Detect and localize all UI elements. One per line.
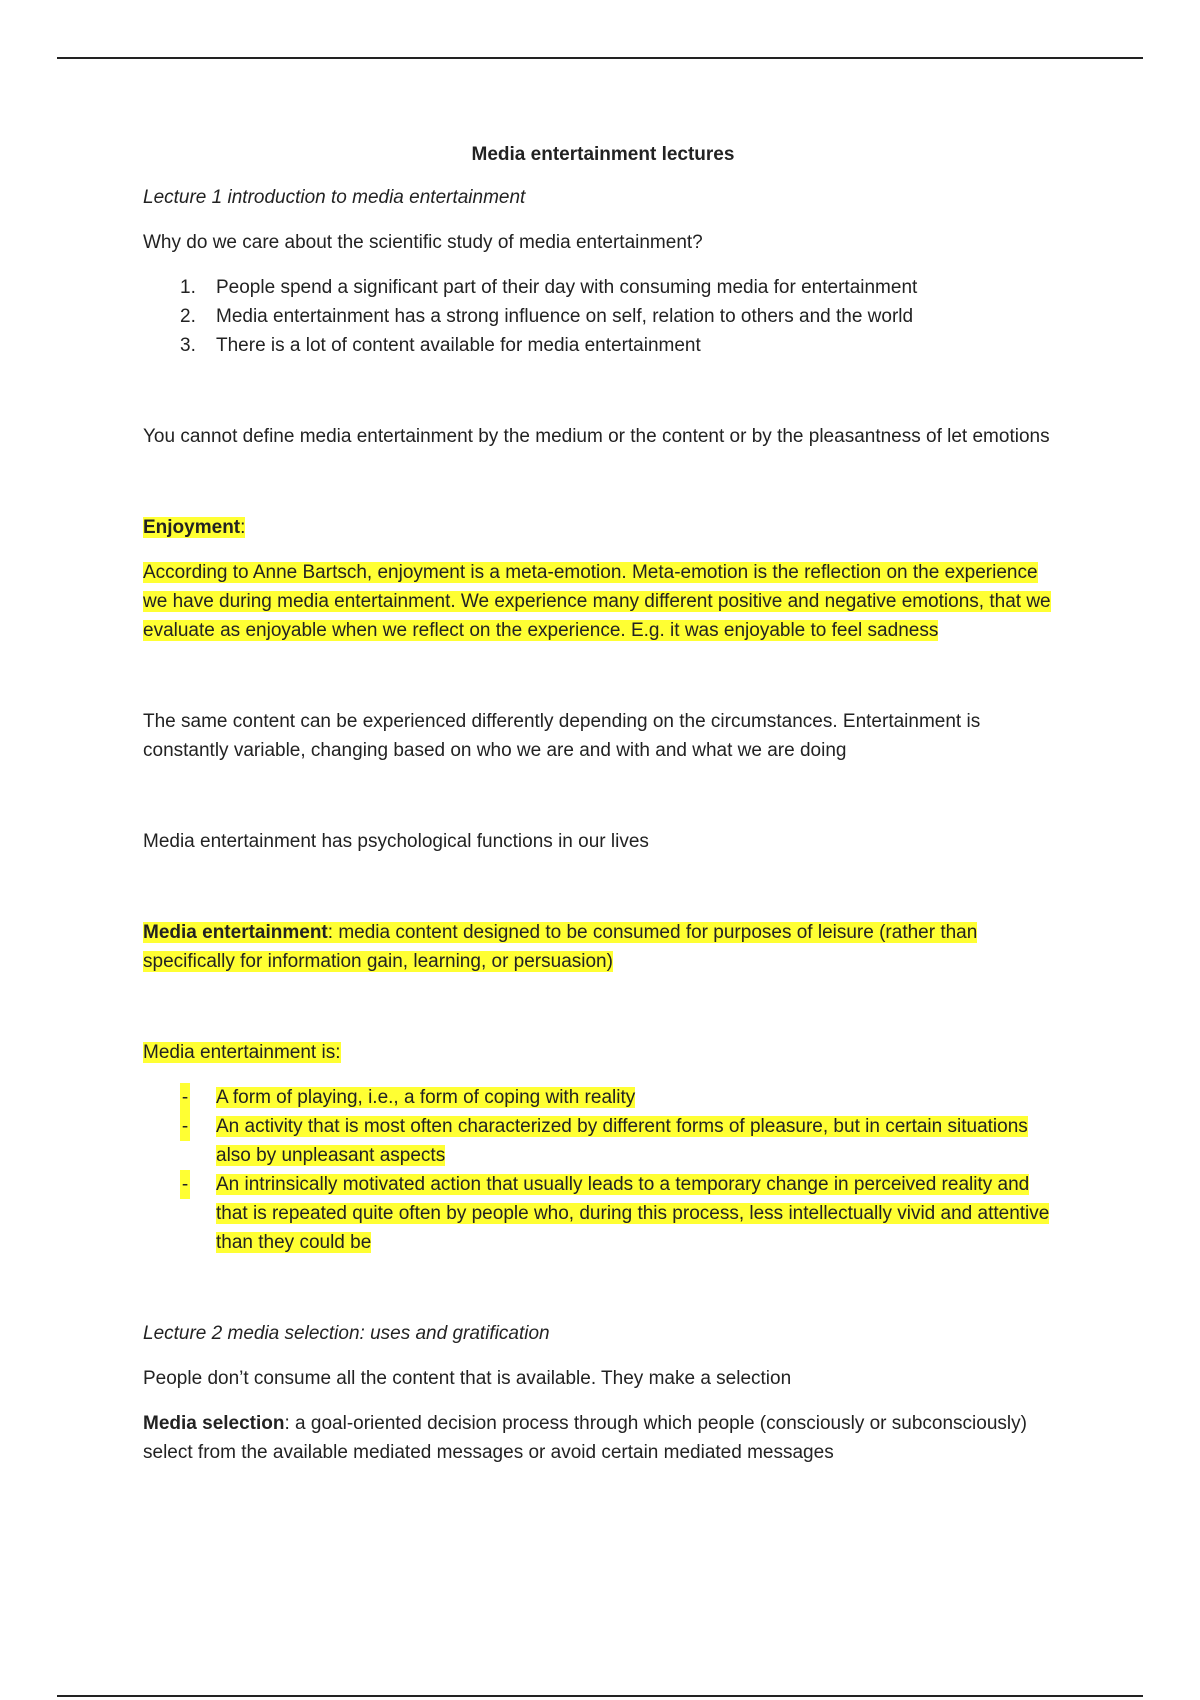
- list-text: People spend a significant part of their day with consuming media for entertainment: [216, 277, 918, 298]
- selection-intro: People don’t consume all the content that is available. They make a selection: [143, 1368, 792, 1389]
- media-entertainment-term: Media entertainment: [143, 922, 328, 943]
- media-selection-definition: [143, 1409, 1063, 1467]
- psych-functions-paragraph: Media entertainment has psychological functions in our lives: [143, 831, 649, 852]
- why-question: Why do we care about the scientific study of media entertainment?: [143, 232, 703, 253]
- enjoyment-heading: [143, 513, 1063, 542]
- list-text: An activity that is most often characterized by different forms of pleasure, but in certain situations also by unpleasant aspects: [216, 1116, 1028, 1166]
- enjoyment-text: According to Anne Bartsch, enjoyment is a meta-emotion. Meta-emotion is the reflection on the experience we have during media entertainment. We experience many different positive and negative emotions, that we evaluate as enjoyable when we reflect on the experience. E.g. it was enjoyable to feel sadness: [143, 562, 1051, 641]
- enjoyment-colon: :: [240, 517, 246, 538]
- list-item: [143, 331, 1063, 360]
- list-text: There is a lot of content available for media entertainment: [216, 335, 701, 356]
- list-item: [143, 302, 1063, 331]
- media-entertainment-def: : media content designed to be consumed for purposes of leisure (rather than specifically for information gain, learning, or persuasion): [143, 922, 978, 972]
- same-content-paragraph: The same content can be experienced differently depending on the circumstances. Entertainment is constantly variable, changing based on who we are and with and what we are doing: [143, 711, 981, 761]
- reasons-list: [143, 273, 1063, 360]
- list-text: An intrinsically motivated action that usually leads to a temporary change in perceived reality and that is repeated quite often by people who, during this process, less intellectually vivid and attentive than they could be: [216, 1174, 1050, 1253]
- media-entertainment-is-list: [143, 1083, 1063, 1257]
- list-item: [143, 1112, 1063, 1170]
- list-item: [143, 1083, 1063, 1112]
- document-body: [143, 140, 1063, 1467]
- top-rule: [57, 57, 1143, 59]
- media-selection-term: Media selection: [143, 1413, 285, 1434]
- enjoyment-label: Enjoyment: [143, 517, 241, 538]
- list-text: A form of playing, i.e., a form of coping with reality: [216, 1087, 636, 1108]
- enjoyment-paragraph: [143, 558, 1063, 645]
- dash-bullet: -: [180, 1112, 190, 1141]
- list-item: [143, 273, 1063, 302]
- cannot-define-paragraph: You cannot define media entertainment by the medium or the content or by the pleasantness of let emotions: [143, 426, 1050, 447]
- document-title: Media entertainment lectures: [471, 144, 735, 165]
- media-entertainment-is-heading: [143, 1038, 1063, 1067]
- lecture-2-heading: Lecture 2 media selection: uses and gratification: [143, 1323, 550, 1344]
- list-number: 3.: [180, 335, 196, 356]
- list-number: 2.: [180, 306, 196, 327]
- dash-bullet: -: [180, 1083, 190, 1112]
- dash-bullet: -: [180, 1170, 190, 1199]
- media-entertainment-definition: [143, 918, 1063, 976]
- list-number: 1.: [180, 277, 196, 298]
- media-entertainment-is-text: Media entertainment is:: [143, 1042, 341, 1063]
- list-text: Media entertainment has a strong influence on self, relation to others and the world: [216, 306, 914, 327]
- list-item: [143, 1170, 1063, 1257]
- media-selection-def: : a goal-oriented decision process through which people (consciously or subconsciously) select from the available mediated messages or avoid certain mediated messages: [143, 1413, 1027, 1463]
- bottom-rule: [57, 1695, 1143, 1697]
- lecture-1-heading: Lecture 1 introduction to media entertainment: [143, 187, 526, 208]
